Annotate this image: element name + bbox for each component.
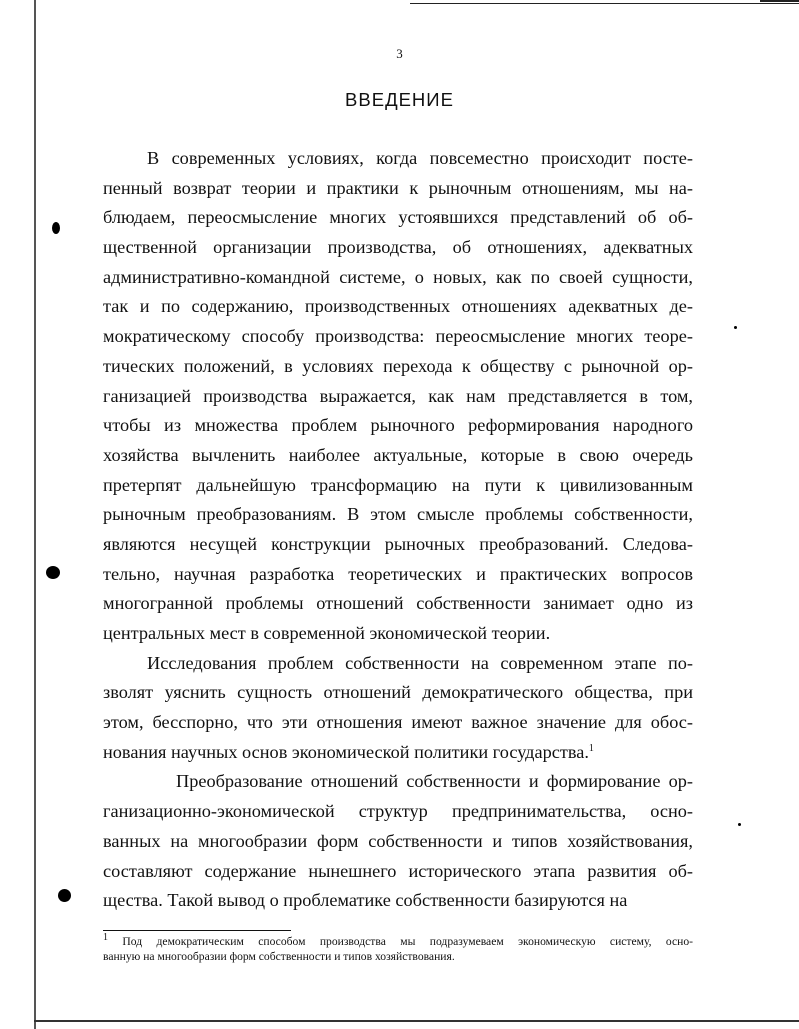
paragraph-2: [103, 649, 693, 768]
text-line: [103, 827, 693, 857]
text-line: [103, 649, 693, 679]
text-line-content: хозяйства вычленить наиболее актуальные, которые в свою очередь: [103, 444, 693, 465]
text-line: [103, 292, 693, 322]
text-line-content: щества. Такой вывод о проблематике собственности базируются на: [103, 890, 628, 911]
footnote-line-content: Под демократическим способом производства мы подразумеваем экономическую систему, осно-: [122, 935, 694, 948]
text-line-content: тических положений, в условиях перехода к обществу с рыночной ор-: [103, 355, 693, 376]
text-line-content: зволят уяснить сущность отношений демократического общества, при: [103, 682, 693, 703]
footnote-line: [103, 949, 693, 964]
text-line: [103, 619, 693, 649]
text-line: [103, 411, 693, 441]
text-line: [103, 263, 693, 293]
text-line-content: многогранной проблемы отношений собственности занимает одно из: [103, 593, 693, 614]
scan-artifact-bottom-edge: [34, 1020, 799, 1022]
text-line-content: составляют содержание нынешнего исторического этапа развития об-: [103, 860, 693, 881]
footnote-separator: [103, 930, 291, 931]
text-line-content: так и по содержанию, производственных отношениях адекватных де-: [103, 296, 693, 317]
paragraph-3: [103, 767, 693, 915]
speck-mark: [738, 823, 741, 826]
text-line-content: тельно, научная разработка теоретических и практических вопросов: [103, 563, 693, 584]
text-line: [103, 678, 693, 708]
text-line-content: В современных условиях, когда повсеместно происходит посте-: [147, 148, 693, 168]
text-line-content: мократическому способу производства: переосмысление многих теоре-: [103, 326, 693, 347]
text-line-content: пенный возврат теории и практики к рыночным отношениям, мы на-: [103, 177, 693, 198]
footnote: [103, 934, 693, 964]
footnote-line-content: ванную на многообразии форм собственности и типов хозяйствования.: [103, 950, 455, 963]
footnote-reference[interactable]: 1: [588, 742, 594, 754]
text-line-content: щественной организации производства, об отношениях, адекватных: [103, 237, 693, 258]
scan-artifact-top-line: [410, 3, 799, 4]
text-line-content: Преобразование отношений собственности и формирование ор-: [176, 771, 693, 792]
text-line: [103, 767, 693, 797]
text-line-content: центральных мест в современной экономической теории.: [103, 623, 551, 643]
footnote-marker: 1: [103, 932, 108, 944]
text-line-content: являются несущей конструкции рыночных преобразований. Следова-: [103, 533, 693, 554]
text-line-content: ганизацией производства выражается, как нам представляется в том,: [103, 385, 693, 406]
page-number: 3: [396, 46, 403, 61]
body-text: [103, 144, 693, 916]
text-line: [103, 322, 693, 352]
text-line: [103, 500, 693, 530]
text-line-content: блюдаем, переосмысление многих устоявшихся представлений об об-: [103, 207, 693, 228]
text-line: [103, 857, 693, 887]
text-line-content: этом, бесспорно, что эти отношения имеют важное значение для обос-: [103, 712, 693, 733]
text-line: [103, 530, 693, 560]
text-line: [103, 738, 693, 768]
punch-hole-mark: [52, 222, 60, 234]
text-line: [103, 352, 693, 382]
text-line: [103, 589, 693, 619]
page-title: ВВЕДЕНИЕ: [345, 89, 454, 110]
paragraph-1: [103, 144, 693, 649]
text-line-content: ванных на многообразии форм собственности и типов хозяйствования,: [103, 830, 693, 851]
text-line-content: административно-командной системе, о новых, как по своей сущности,: [103, 266, 693, 287]
footnote-line: [103, 934, 693, 949]
text-line: [103, 382, 693, 412]
text-line: [103, 797, 693, 827]
text-line-content: чтобы из множества проблем рыночного реформирования народного: [103, 415, 693, 436]
text-line: [103, 174, 693, 204]
text-line: [103, 560, 693, 590]
text-line: [103, 441, 693, 471]
text-line-content: претерпят дальнейшую трансформацию на пути к цивилизованным: [103, 474, 693, 495]
scan-artifact-top-line-2: [760, 0, 799, 2]
punch-hole-mark: [58, 889, 71, 902]
text-line: [103, 471, 693, 501]
speck-mark: [734, 326, 737, 329]
text-line: [103, 886, 693, 916]
text-line: [103, 708, 693, 738]
punch-hole-mark: [46, 566, 60, 579]
text-line: [103, 203, 693, 233]
text-line-content: рыночным преобразованиям. В этом смысле проблемы собственности,: [103, 504, 693, 525]
scan-artifact-left-edge: [34, 0, 36, 1029]
text-line-content: Исследования проблем собственности на современном этапе по-: [147, 652, 693, 673]
text-line: [103, 233, 693, 263]
text-line-content: ганизационно-экономической структур предпринимательства, осно-: [103, 801, 693, 822]
text-line-content: нования научных основ экономической политики государства.: [103, 741, 589, 762]
text-line: [103, 144, 693, 174]
